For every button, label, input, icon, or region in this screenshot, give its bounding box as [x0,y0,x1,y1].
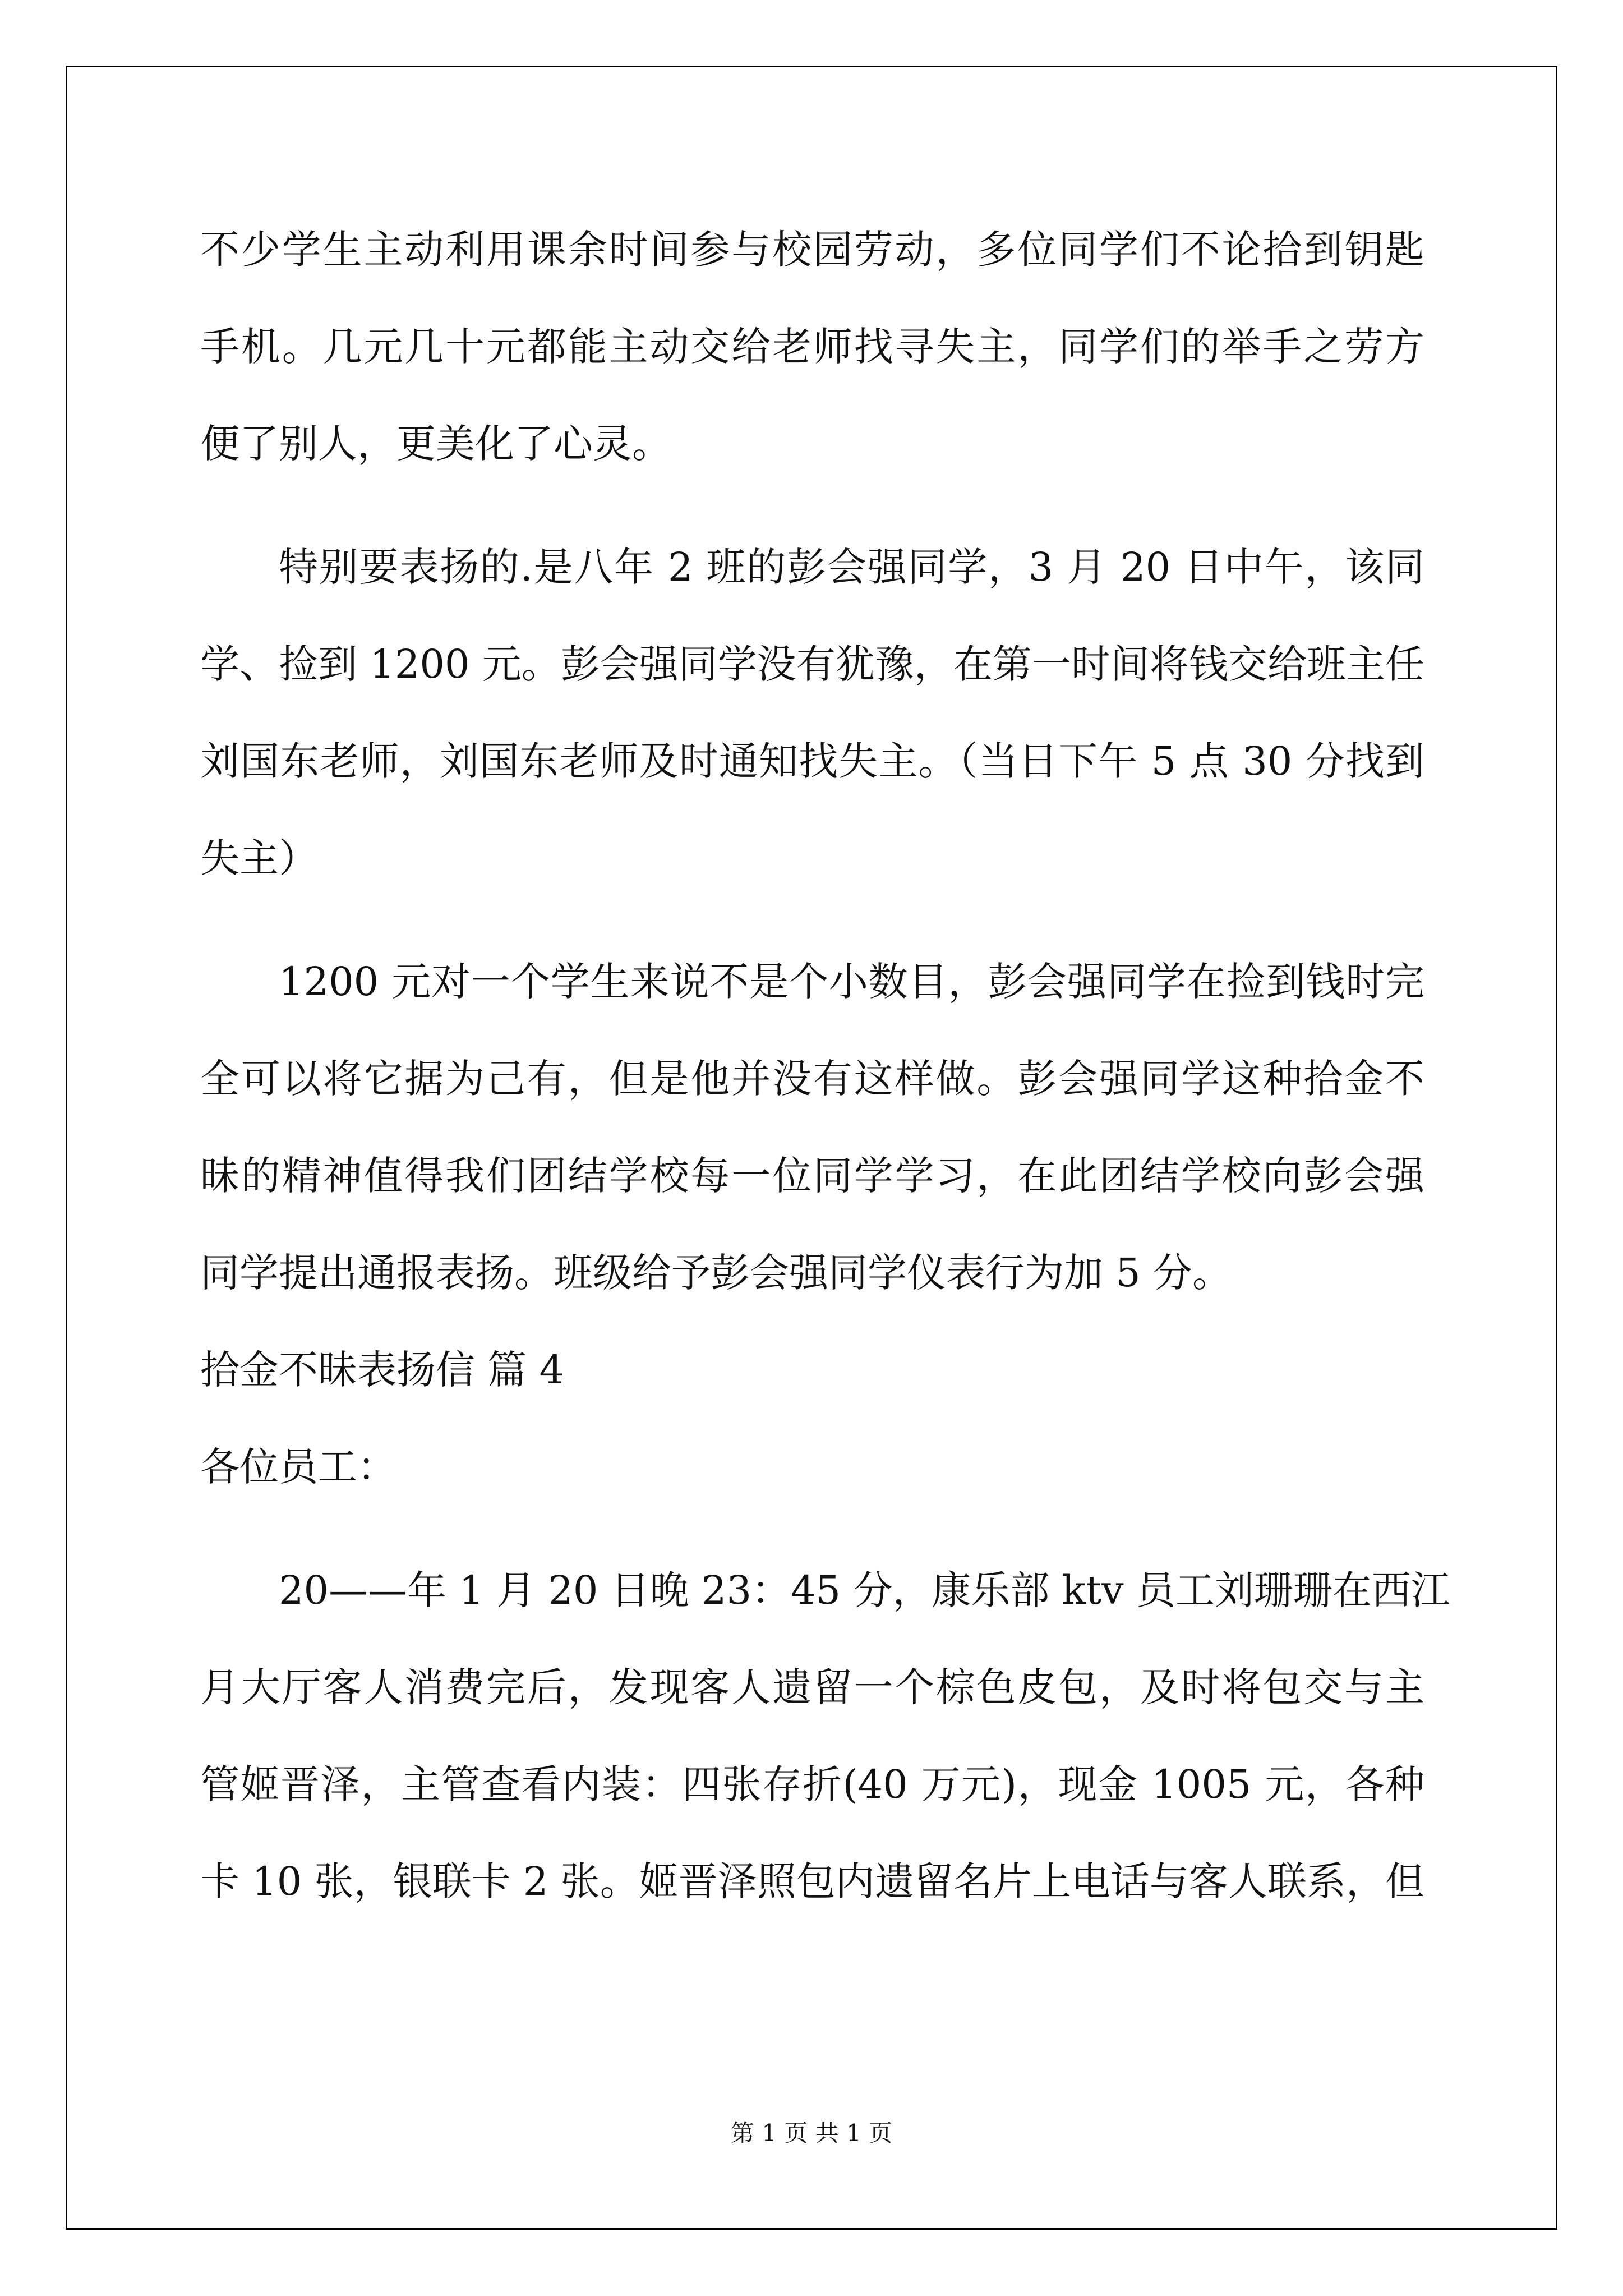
text-line: 不少学生主动利用课余时间参与校园劳动，多位同学们不论拾到钥匙 [200,227,1424,273]
text-line: 全可以将它据为己有，但是他并没有这样做。彭会强同学这种拾金不 [200,1056,1424,1102]
text-line: 刘国东老师，刘国东老师及时通知找失主。（当日下午 5 点 30 分找到 [200,738,1424,784]
text-line: 失主） [200,835,318,881]
text-line: 20——年 1 月 20 日晚 23：45 分，康乐部 ktv 员工刘珊珊在西江 [279,1567,1450,1613]
section-heading: 拾金不昧表扬信 篇 4 [200,1347,565,1393]
text-line: 昧的精神值得我们团结学校每一位同学学习，在此团结学校向彭会强 [200,1153,1424,1199]
text-line: 月大厅客人消费完后，发现客人遗留一个棕色皮包，及时将包交与主 [200,1664,1424,1710]
text-line: 卡 10 张，银联卡 2 张。姬晋泽照包内遗留名片上电话与客人联系，但 [200,1858,1424,1904]
text-line: 管姬晋泽，主管查看内装：四张存折(40 万元)，现金 1005 元，各种 [200,1761,1424,1807]
text-line: 1200 元对一个学生来说不是个小数目，彭会强同学在捡到钱时完 [279,959,1424,1005]
text-line: 便了别人，更美化了心灵。 [200,421,671,467]
text-line: 特别要表扬的.是八年 2 班的彭会强同学，3 月 20 日中午，该同 [279,544,1424,590]
salutation: 各位员工： [200,1444,396,1490]
text-line: 学、捡到 1200 元。彭会强同学没有犹豫，在第一时间将钱交给班主任 [200,641,1424,687]
text-line: 手机。几元几十元都能主动交给老师找寻失主，同学们的举手之劳方 [200,324,1424,370]
page-footer: 第 1 页 共 1 页 [730,2119,893,2147]
text-line: 同学提出通报表扬。班级给予彭会强同学仪表行为加 5 分。 [200,1250,1232,1296]
